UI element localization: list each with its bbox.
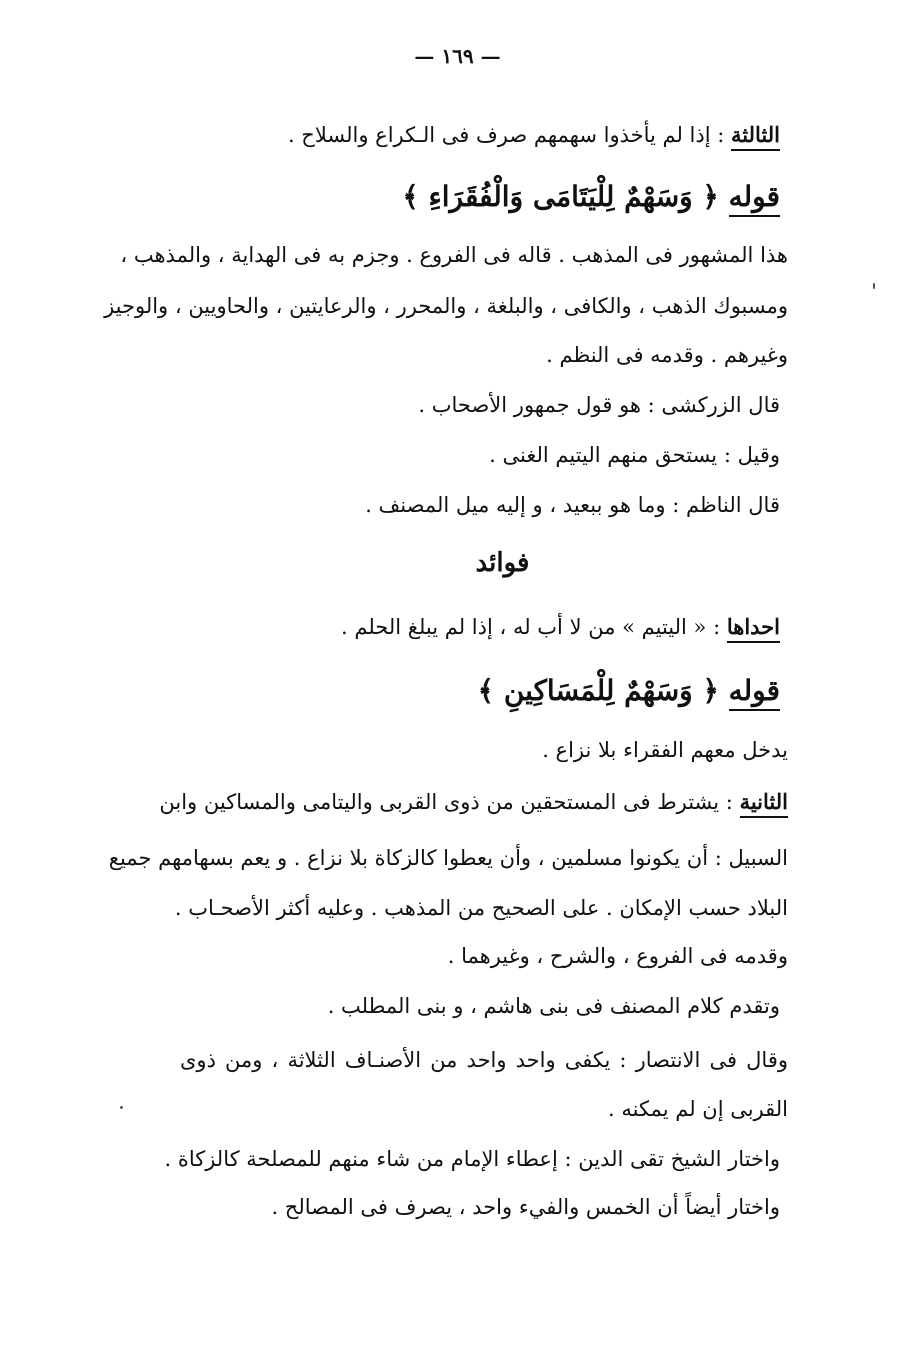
quran-quote-orphans <box>402 178 780 216</box>
quote-text: ﴿ وَسَهْمٌ لِلْيَتَامَى وَالْفُقَرَاءِ ﴾ <box>402 180 719 213</box>
text-line: وقال فى الانتصار : يكفى واحد واحد من الأصنـاف الثلاثة ، ومن ذوى <box>180 1048 788 1072</box>
text-line: واختار الشيخ تقى الدين : إعطاء الإمام من شاء منهم للمصلحة كالزكاة . <box>164 1147 780 1171</box>
text-line: هذا المشهور فى المذهب . قاله فى الفروع . وجزم به فى الهداية ، والمذهب ، <box>120 243 788 267</box>
paragraph-first <box>341 612 780 642</box>
text-line: ومسبوك الذهب ، والكافى ، والبلغة ، والمحرر ، والرعايتين ، والحاويين ، والوجيز <box>104 294 788 318</box>
text-line: السبيل : أن يكونوا مسلمين ، وأن يعطوا كالزكاة بلا نزاع . و يعم بسهامهم جميع <box>108 846 788 870</box>
quote-text: ﴿ وَسَهْمٌ لِلْمَسَاكِينِ ﴾ <box>477 674 719 707</box>
section-lead-second: الثانية <box>740 789 788 818</box>
text-line: : إذا لم يأخذوا سهمهم صرف فى الـكراع والسلاح . <box>287 123 725 147</box>
text-line: وقيل : يستحق منهم اليتيم الغنى . <box>489 443 780 467</box>
text-line: : يشترط فى المستحقين من ذوى القربى واليتامى والمساكين وابن <box>159 790 733 814</box>
page-number: — ١٦٩ — <box>414 44 501 68</box>
section-lead-third: الثالثة <box>731 122 780 151</box>
text-line: وقدمه فى الفروع ، والشرح ، وغيرهما . <box>447 944 788 968</box>
paragraph-third <box>288 120 780 150</box>
scan-speck <box>120 1106 123 1109</box>
text-line: وتقدم كلام المصنف فى بنى هاشم ، و بنى المطلب . <box>327 994 780 1018</box>
text-line: البلاد حسب الإمكان . على الصحيح من المذهب . وعليه أكثر الأصحـاب . <box>174 896 788 920</box>
text-line: وغيرهم . وقدمه فى النظم . <box>546 343 788 367</box>
qawl-lead: قوله <box>729 180 780 217</box>
text-line: يدخل معهم الفقراء بلا نزاع . <box>542 738 788 762</box>
paragraph-second <box>159 787 788 817</box>
section-heading-benefits: فوائد <box>475 548 530 578</box>
quran-quote-poor <box>478 672 780 710</box>
text-line: : « اليتيم » من لا أب له ، إذا لم يبلغ الحلم . <box>341 615 721 639</box>
text-line: واختار أيضاً أن الخمس والفيء واحد ، يصرف فى المصالح . <box>271 1195 780 1219</box>
text-line: قال الزركشى : هو قول جمهور الأصحاب . <box>418 393 780 417</box>
qawl-lead: قوله <box>729 674 780 711</box>
scan-speck <box>873 283 875 289</box>
text-line: القربى إن لم يمكنه . <box>608 1097 788 1121</box>
text-line: قال الناظم : وما هو ببعيد ، و إليه ميل المصنف . <box>365 493 780 517</box>
section-lead-first: احداها <box>727 614 780 643</box>
